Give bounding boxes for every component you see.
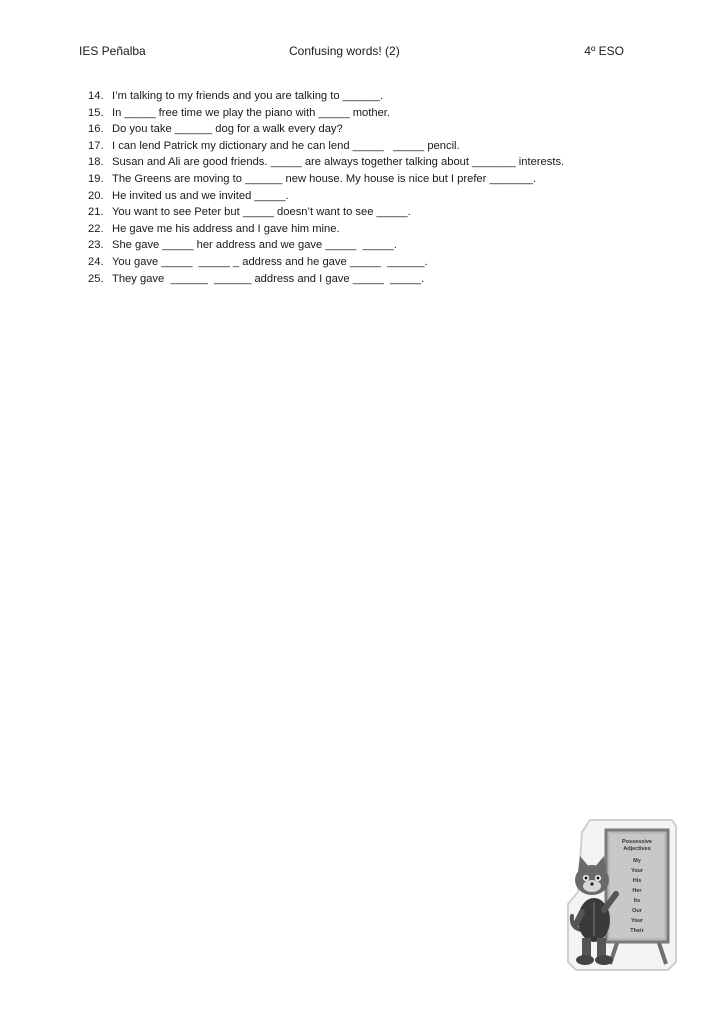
exercise-text: Susan and Ali are good friends. _____ are always together talking about _______ interests.: [112, 156, 565, 169]
exercise-text: They gave ______ ______ address and I gave _____ _____.: [112, 272, 425, 285]
exercise-text: I can lend Patrick my dictionary and he can lend _____ _____ pencil.: [112, 139, 460, 152]
exercise-number: 20.: [88, 189, 104, 202]
exercise-item: [88, 121, 648, 138]
board-title: Possessive: [622, 839, 652, 845]
grade-level: 4º ESO: [584, 44, 624, 58]
board-word: My: [633, 858, 641, 864]
exercise-item: [88, 188, 648, 205]
board-word: Her: [632, 888, 642, 894]
exercise-number: 17.: [88, 139, 104, 152]
exercise-number: 25.: [88, 272, 104, 285]
exercise-list: [88, 88, 648, 287]
exercise-number: 24.: [88, 255, 104, 268]
board-title: Adjectives: [623, 846, 651, 852]
exercise-item: [88, 171, 648, 188]
board-word: Our: [632, 908, 642, 914]
exercise-number: 14.: [88, 90, 104, 102]
board-word: Their: [630, 928, 644, 934]
exercise-item: [88, 237, 648, 254]
exercise-number: 15.: [88, 106, 104, 119]
exercise-item: [88, 254, 648, 271]
exercise-text: He invited us and we invited _____.: [112, 189, 289, 202]
exercise-text: Do you take ______ dog for a walk every day?: [112, 123, 343, 136]
exercise-number: 21.: [88, 206, 104, 219]
exercise-item: [88, 271, 648, 288]
exercise-text: She gave _____ her address and we gave _____ _____.: [112, 239, 397, 252]
exercise-number: 16.: [88, 123, 104, 136]
exercise-item: [88, 221, 648, 238]
board-word: Its: [633, 898, 641, 904]
exercise-item: [88, 88, 648, 105]
exercise-text: You gave _____ _____ _ address and he gave _____ ______.: [112, 255, 428, 268]
exercise-item: [88, 204, 648, 221]
board-word: His: [632, 878, 642, 884]
possessive-adjectives-illustration: [560, 812, 680, 977]
exercise-number: 23.: [88, 239, 104, 252]
board-word: Your: [630, 918, 644, 924]
exercise-number: 22.: [88, 222, 104, 235]
page-header: [79, 44, 624, 60]
exercise-text: The Greens are moving to ______ new house. My house is nice but I prefer _______.: [112, 172, 537, 185]
exercise-text: In _____ free time we play the piano with _____ mother.: [112, 106, 390, 119]
school-name: IES Peñalba: [79, 44, 146, 58]
board-word: Your: [630, 868, 644, 874]
exercise-item: [88, 138, 648, 155]
exercise-text: I’m talking to my friends and you are talking to ______.: [112, 90, 384, 102]
exercise-item: [88, 105, 648, 122]
exercise-text: You want to see Peter but _____ doesn’t want to see _____.: [112, 206, 411, 219]
exercise-number: 18.: [88, 156, 104, 169]
cat-with-board-image: [560, 812, 680, 977]
exercise-number: 19.: [88, 172, 104, 185]
worksheet-title: Confusing words! (2): [289, 44, 400, 58]
exercise-text: He gave me his address and I gave him mine.: [112, 222, 340, 235]
exercise-item: [88, 154, 648, 171]
